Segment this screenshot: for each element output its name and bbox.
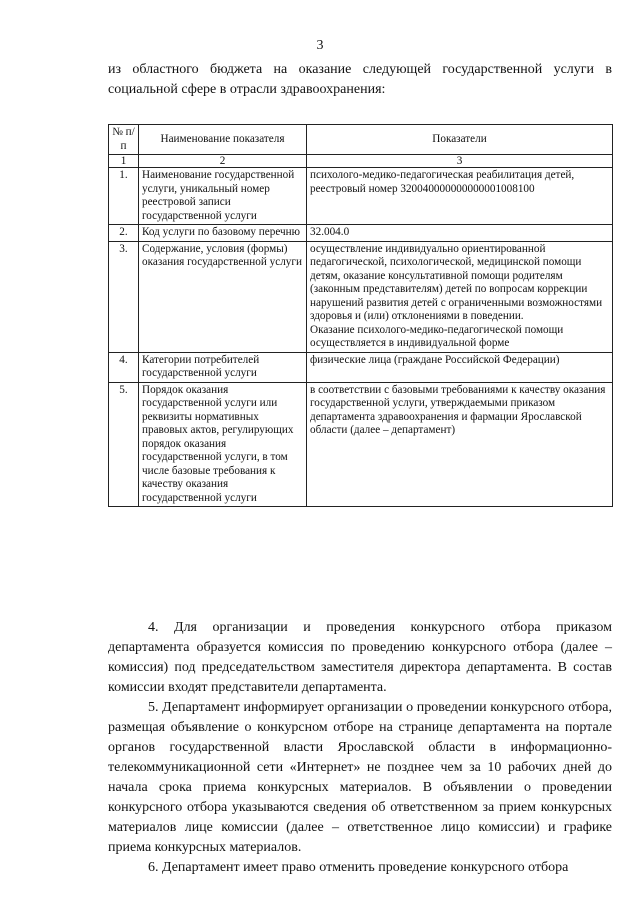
row-number: 4. xyxy=(109,352,139,382)
table-header-row xyxy=(109,125,613,155)
index-cell: 2 xyxy=(139,155,307,168)
table-row xyxy=(109,225,613,242)
row-number: 1. xyxy=(109,168,139,225)
intro-paragraph: из областного бюджета на оказание следующей государственной услуги в социальной сфере в отрасли здравоохранения: xyxy=(108,62,612,97)
table-row xyxy=(109,382,613,507)
row-number: 5. xyxy=(109,382,139,507)
row-indicator-value-extra: Оказание психолого-медико-педагогической помощи осуществляется в индивидуальной форме xyxy=(310,323,564,349)
row-indicator-name: Наименование государственной услуги, уникальный номер реестровой записи государственной услуги xyxy=(139,168,307,225)
paragraph-4: 4. Для организации и проведения конкурсного отбора приказом департамента образуется комиссия по проведению конкурсного отбора (далее – комиссия) под председательством заместителя директора департамента. В состав комиссии входят представители департамента. xyxy=(108,620,612,695)
header-num: № п/п xyxy=(109,125,139,155)
page-number: 3 xyxy=(316,38,324,53)
row-indicator-name: Порядок оказания государственной услуги или реквизиты нормативных правовых актов, регулирующих порядок оказания государственной услуги, в том числе базовые требования к качеству оказания государственной услуги xyxy=(139,382,307,507)
row-indicator-name: Код услуги по базовому перечню xyxy=(139,225,307,242)
body-paragraphs xyxy=(108,618,612,878)
paragraph-5: 5. Департамент информирует организации о проведении конкурсного отбора, размещая объявление о конкурсном отборе на странице департамента на портале органов государственной власти Ярославской области в информационно-телекоммуникационной сети «Интернет» не позднее чем за 10 рабочих дней до начала срока приема конкурсных материалов. В объявлении о проведении конкурсного отбора указываются сведения об ответственном за прием конкурсных материалов лице комиссии (далее – ответственное лицо комиссии) и графике приема конкурсных материалов. xyxy=(108,700,612,855)
row-number: 3. xyxy=(109,241,139,352)
paragraph-6: 6. Департамент имеет право отменить проведение конкурсного отбора xyxy=(148,860,569,875)
header-indicator-name: Наименование показателя xyxy=(139,125,307,155)
index-cell: 1 xyxy=(109,155,139,168)
row-number: 2. xyxy=(109,225,139,242)
row-indicator-value-main: осуществление индивидуально ориентированной педагогической, психологической, медицинской помощи детям, оказание консультативной помощи родителям (законным представителям) детей по вопросам коррекции нарушений развития детей с ограниченными возможностями здоровья и (или) отклонениями в поведении. xyxy=(310,242,603,322)
table-row xyxy=(109,352,613,382)
row-indicator-value: психолого-медико-педагогическая реабилитация детей, реестровый номер 320040000000000001008100 xyxy=(307,168,613,225)
row-indicator-name: Содержание, условия (формы) оказания государственной услуги xyxy=(139,241,307,352)
table-row xyxy=(109,168,613,225)
row-indicator-value: 32.004.0 xyxy=(307,225,613,242)
row-indicator-value: в соответствии с базовыми требованиями к качеству оказания государственной услуги, утверждаемыми приказом департамента здравоохранения и фармации Ярославской области (далее – департамент) xyxy=(307,382,613,507)
indicators-table xyxy=(108,124,613,507)
header-indicator-values: Показатели xyxy=(307,125,613,155)
index-cell: 3 xyxy=(307,155,613,168)
row-indicator-name: Категории потребителей государственной услуги xyxy=(139,352,307,382)
table-index-row xyxy=(109,155,613,168)
table-row xyxy=(109,241,613,352)
row-indicator-value: физические лица (граждане Российской Федерации) xyxy=(307,352,613,382)
row-indicator-value xyxy=(307,241,613,352)
